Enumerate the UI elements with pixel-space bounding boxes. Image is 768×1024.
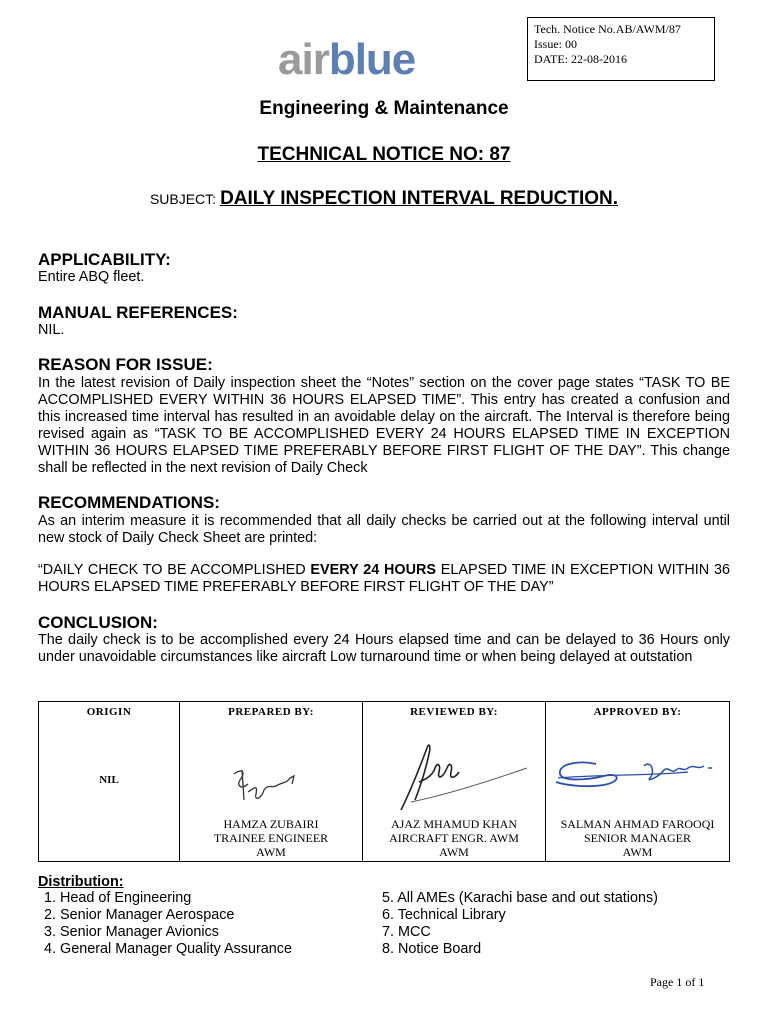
conclusion-text: The daily check is to be accomplished every 24 Hours elapsed time and can be delayed to 36 Hours only under unavoidable circumstances like aircraft Low turnaround time or when being delayed at outstation: [38, 632, 730, 665]
quote-start: “DAILY CHECK TO BE ACCOMPLISHED: [38, 562, 311, 578]
list-item: 1. Head of Engineering: [44, 890, 192, 906]
conclusion-heading: CONCLUSION:: [38, 613, 158, 632]
subject-text: DAILY INSPECTION INTERVAL REDUCTION.: [220, 188, 619, 209]
logo-air-text: air: [278, 35, 329, 84]
notice-info-box: [527, 17, 715, 81]
approved-signature: [548, 754, 728, 794]
quote-end: ELAPSED TIME IN EXCEPTION WITHIN 36 HOURS ELAPSED TIME PREFERABLY BEFORE FIRST FLIGHT OF THE DAY”: [38, 562, 730, 595]
applicability-text: Entire ABQ fleet.: [38, 269, 145, 285]
recommendations-quote: [38, 562, 730, 596]
subject-label: SUBJECT:: [149, 191, 217, 207]
approved-header: APPROVED BY:: [593, 706, 682, 718]
notice-number: Tech. Notice No.AB/AWM/87: [534, 22, 681, 36]
distribution-heading: Distribution:: [38, 874, 124, 890]
origin-value: NIL: [99, 774, 119, 786]
manual-references-text: NIL.: [38, 322, 65, 338]
prepared-column: [179, 702, 362, 861]
recommendations-heading: RECOMMENDATIONS:: [38, 493, 220, 512]
approved-column: [545, 702, 729, 861]
approved-dept: AWM: [622, 845, 653, 859]
reason-heading: REASON FOR ISSUE:: [38, 355, 213, 374]
airblue-logo: [278, 36, 415, 84]
list-item: 6. Technical Library: [382, 907, 506, 923]
list-item: 3. Senior Manager Avionics: [44, 924, 219, 940]
list-item: 7. MCC: [382, 924, 431, 940]
prepared-dept: AWM: [256, 845, 286, 859]
list-item: 5. All AMEs (Karachi base and out stations): [382, 890, 658, 906]
list-item: 8. Notice Board: [382, 941, 482, 957]
signature-table: [38, 701, 730, 862]
approved-title: SENIOR MANAGER: [583, 831, 691, 845]
prepared-title: TRAINEE ENGINEER: [213, 831, 329, 845]
list-item: 4. General Manager Quality Assurance: [44, 941, 292, 957]
issue-number: Issue: 00: [534, 37, 577, 51]
notice-title: TECHNICAL NOTICE NO: 87: [257, 144, 511, 165]
logo-blue-text: blue: [328, 35, 416, 84]
origin-column: [39, 702, 179, 861]
reviewed-signature: [381, 738, 531, 816]
prepared-header: PREPARED BY:: [228, 706, 314, 718]
distribution-list-left: [44, 890, 292, 958]
reviewed-header: REVIEWED BY:: [410, 706, 498, 718]
department-title: Engineering & Maintenance: [259, 98, 509, 119]
reviewed-dept: AWM: [439, 845, 469, 859]
subject-line: [0, 188, 768, 210]
prepared-name: HAMZA ZUBAIRI: [223, 817, 319, 831]
reviewed-column: [362, 702, 545, 861]
reason-text: In the latest revision of Daily inspection sheet the “Notes” section on the cover page states “TASK TO BE ACCOMPLISHED EVERY WITHIN 36 HOURS ELAPSED TIME”. This entry has created a confusion and this increased time interval has resulted in an avoidable delay on the aircraft. The Interval is therefore being revised again as “TASK TO BE ACCOMPLISHED EVERY 24 HOURS ELAPSED TIME IN EXCEPTION WITHIN 36 HOURS ELAPSED TIME PREFERABLY BEFORE FIRST FLIGHT OF THE DAY”. This change shall be reflected in the next revision of Daily Check: [38, 375, 730, 476]
applicability-heading: APPLICABILITY:: [38, 250, 171, 269]
prepared-signature: [228, 764, 308, 808]
prepared-block: [180, 817, 362, 859]
reviewed-block: [363, 817, 545, 859]
recommendations-text: As an interim measure it is recommended that all daily checks be carried out at the following interval until new stock of Daily Check Sheet are printed:: [38, 513, 730, 546]
quote-bold: EVERY 24 HOURS: [310, 562, 436, 578]
approved-block: [546, 817, 729, 859]
distribution-list-right: [382, 890, 658, 958]
reviewed-name: AJAZ MHAMUD KHAN: [391, 817, 517, 831]
notice-date: DATE: 22-08-2016: [534, 52, 627, 66]
page-number: Page 1 of 1: [650, 975, 705, 989]
approved-name: SALMAN AHMAD FAROOQI: [560, 817, 715, 831]
list-item: 2. Senior Manager Aerospace: [44, 907, 235, 923]
manual-references-heading: MANUAL REFERENCES:: [38, 303, 238, 322]
reviewed-title: AIRCRAFT ENGR. AWM: [389, 831, 519, 845]
origin-header: ORIGIN: [86, 706, 132, 718]
